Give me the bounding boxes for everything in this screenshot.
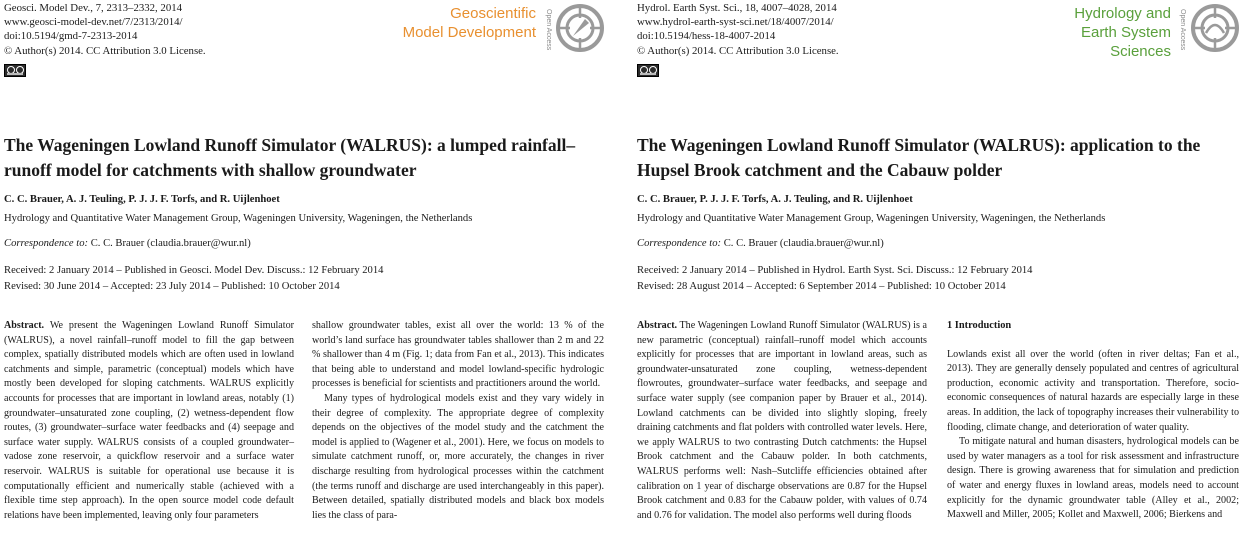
journal-logo-gmd	[372, 4, 536, 42]
journal-citation: Geosci. Model Dev., 7, 2313–2332, 2014	[4, 2, 183, 14]
received-date: Received: 2 January 2014 – Published in Hydrol. Earth Syst. Sci. Discuss.: 12 February 2014	[637, 265, 1033, 276]
abstract-label: Abstract.	[637, 320, 678, 331]
received-date: Received: 2 January 2014 – Published in Geosci. Model Dev. Discuss.: 12 February 2014	[4, 265, 384, 276]
abstract-column	[4, 319, 294, 523]
journal-url[interactable]: www.hydrol-earth-syst-sci.net/18/4007/2014/	[637, 16, 834, 29]
revised-date: Revised: 28 August 2014 – Accepted: 6 September 2014 – Published: 10 October 2014	[637, 280, 1006, 292]
correspondence	[637, 238, 884, 249]
logo-line-2: Earth System	[1080, 24, 1171, 41]
copyright-notice: © Author(s) 2014. CC Attribution 3.0 License.	[637, 44, 839, 57]
journal-logo-hess	[1029, 4, 1171, 61]
submission-dates	[4, 263, 383, 294]
logo-line-2: Model Development	[402, 24, 536, 41]
open-access-logo-icon	[1190, 3, 1240, 53]
correspondence	[4, 238, 251, 249]
paper-title: The Wageningen Lowland Runoff Simulator (WALRUS): a lumped rainfall–runoff model for catchments with shallow groundwater	[4, 135, 576, 180]
logo-line-1: Hydrology and	[1074, 5, 1171, 22]
abstract-text: We present the Wageningen Lowland Runoff Simulator (WALRUS), a novel rainfall–runoff model to fill the gap between complex, spatially distributed models which are often used in lowland catchments and simple, parametric (conceptual) models which have mostly been developed for sloping catchments. WALRUS explicitly accounts for processes that are important in lowland areas, notably (1) groundwater–unsaturated zone coupling, (2) wetness-dependent flow routes, (3) groundwater–surface water feedbacks and (4) seepage and surface water supply. WALRUS consists of a coupled groundwater–vadose zone reservoir, a quickflow reservoir and a surface water reservoir. WALRUS is suitable for operational use because it is computationally efficient and numerically stable (achieved with a flexible time step approach). In the open source model code default relations have been implemented, leaving only four parameters	[4, 320, 294, 521]
introduction-column	[947, 319, 1239, 523]
authors: C. C. Brauer, A. J. Teuling, P. J. J. F. Torfs, and R. Uijlenhoet	[4, 194, 280, 205]
authors: C. C. Brauer, P. J. J. F. Torfs, A. J. Teuling, and R. Uijlenhoet	[637, 194, 913, 205]
abstract-label: Abstract.	[4, 320, 45, 331]
journal-meta	[637, 1, 839, 58]
abstract	[4, 319, 294, 523]
body-paragraph: Many types of hydrological models exist and they vary widely in their degree of complexity. The appropriate degree of complexity depends on the objectives of the model study and the catchment the model is applied to (Wagener et al., 2001). Here, we focus on models to simulate catchment runoff, or, more accurately, the changes in river discharge resulting from hydrological processes within the catchment (the terms runoff and discharge are used interchangeably in this paper). Between detailed, spatially distributed models and black box models lies the class of para-	[312, 392, 604, 521]
open-access-label: Open Access	[1179, 9, 1186, 51]
correspondence-value[interactable]: C. C. Brauer (claudia.brauer@wur.nl)	[90, 238, 251, 249]
journal-url[interactable]: www.geosci-model-dev.net/7/2313/2014/	[4, 16, 183, 29]
right-paper-page	[633, 0, 1243, 547]
submission-dates	[637, 263, 1032, 294]
body-column	[312, 319, 604, 523]
journal-doi[interactable]: doi:10.5194/hess-18-4007-2014	[637, 30, 776, 43]
copyright-notice: © Author(s) 2014. CC Attribution 3.0 License.	[4, 44, 206, 57]
cc-by-icon	[4, 64, 26, 77]
cc-by-icon	[637, 64, 659, 77]
journal-meta	[4, 1, 206, 58]
correspondence-value[interactable]: C. C. Brauer (claudia.brauer@wur.nl)	[723, 238, 884, 249]
abstract-column	[637, 319, 927, 523]
affiliation: Hydrology and Quantitative Water Management Group, Wageningen University, Wageningen, the Netherlands	[637, 213, 1106, 224]
journal-citation: Hydrol. Earth Syst. Sci., 18, 4007–4028, 2014	[637, 2, 837, 14]
open-access-label: Open Access	[545, 9, 552, 51]
journal-doi[interactable]: doi:10.5194/gmd-7-2313-2014	[4, 30, 138, 43]
body-paragraph: To mitigate natural and human disasters, hydrological models can be used by water managers as a tool for risk assessment and infrastructure design. There is growing awareness that for simulation and prediction of water and energy fluxes in lowland areas, models need to account explicitly for the dynamic groundwater table (Alley et al., 2002; Maxwell and Miller, 2005; Kollet and Maxwell, 2006; Bierkens and	[947, 436, 1239, 521]
correspondence-label: Correspondence to:	[4, 238, 89, 249]
left-paper-page	[0, 0, 610, 547]
open-access-logo-icon	[555, 3, 605, 53]
affiliation: Hydrology and Quantitative Water Management Group, Wageningen University, Wageningen, the Netherlands	[4, 213, 473, 224]
logo-line-1: Geoscientific	[450, 5, 536, 22]
body-paragraph: Lowlands exist all over the world (often in river deltas; Fan et al., 2013). They are generally densely populated and centres of agricultural production, economic activity and transportation. Therefore, socio-economic consequences of natural hazards are especially large in these areas. In addition, the lack of topography increases their vulnerability to flooding, climate change, and deterioration of water quality.	[947, 348, 1239, 433]
revised-date: Revised: 30 June 2014 – Accepted: 23 July 2014 – Published: 10 October 2014	[4, 280, 340, 292]
paper-title: The Wageningen Lowland Runoff Simulator (WALRUS): application to the Hupsel Brook catchment and the Cabauw polder	[637, 135, 1201, 180]
body-paragraph: shallow groundwater tables, exist all over the world: 13 % of the world’s land surface has groundwater tables shallower than 2 m and 22 % shallower than 4 m (Fig. 1; data from Fan et al., 2013). This indicates that being able to understand and model lowland-specific hydrologic processes is beneficial for scientists and practitioners around the world.	[312, 320, 604, 390]
section-heading-introduction: 1 Introduction	[947, 320, 1012, 331]
abstract	[637, 319, 927, 523]
logo-line-3: Sciences	[1110, 43, 1171, 60]
abstract-text: The Wageningen Lowland Runoff Simulator (WALRUS) is a new parametric (conceptual) rainfall–runoff model which accounts explicitly for processes that are important in lowland areas, such as groundwater-unsaturated zone coupling, wetness-dependent flowroutes, groundwater–surface water feedbacks, and seepage and surface water supply (see companion paper by Brauer et al., 2014). Lowland catchments can be divided into slightly sloping, freely draining catchments and flat polders with controlled water levels. Here, we apply WALRUS to two contrasting Dutch catchments: the Hupsel Brook catchment and the Cabauw polder. In both catchments, WALRUS performs well: Nash–Sutcliffe efficiencies obtained after calibration on 1 year of discharge observations are 0.87 for the Hupsel Brook catchment and 0.83 for the Cabauw polder, with values of 0.74 and 0.76 for validation. The model also performs well during floods	[637, 320, 927, 521]
correspondence-label: Correspondence to:	[637, 238, 722, 249]
